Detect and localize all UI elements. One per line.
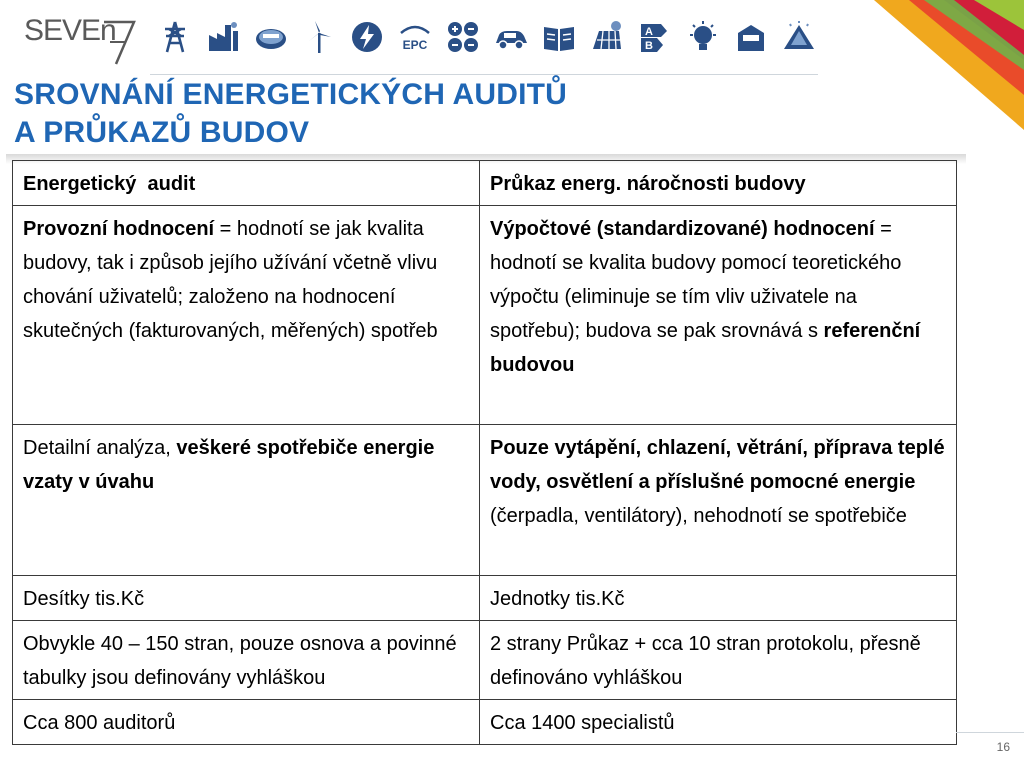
book-icon: [536, 14, 582, 60]
meter-icon: [248, 14, 294, 60]
header-energy-audit: Energetický audit: [13, 161, 480, 206]
table-cell: [13, 425, 480, 576]
comparison-table: [12, 160, 957, 745]
cell-bold: Provozní hodnocení: [23, 218, 215, 240]
table-cell: Obvykle 40 – 150 stran, pouze osnova a povinné tabulky jsou definovány vyhláškou: [13, 621, 480, 700]
table-cell: 2 strany Průkaz + cca 10 stran protokolu, přesně definováno vyhláškou: [480, 621, 957, 700]
cell-text: Detailní analýza,: [23, 437, 177, 459]
car-icon: [488, 14, 534, 60]
energy-label-icon: [632, 14, 678, 60]
epc-label: EPC: [402, 38, 428, 52]
table-header-row: [13, 161, 957, 206]
table-cell: Jednotky tis.Kč: [480, 576, 957, 621]
seven-logo: [24, 8, 144, 66]
cell-bold-end: referenční budovou: [490, 320, 921, 376]
table-cell: Desítky tis.Kč: [13, 576, 480, 621]
energy-label-b: B: [645, 40, 653, 52]
table-cell: Cca 1400 specialistů: [480, 700, 957, 745]
table-cell: [480, 206, 957, 425]
table-cell: Cca 800 auditorů: [13, 700, 480, 745]
logo-seven-mark: [24, 8, 144, 66]
table-row: [13, 425, 957, 576]
building-icon: [728, 14, 774, 60]
solar-panel-icon: [584, 14, 630, 60]
cell-bold: Výpočtové (standardizované) hodnocení: [490, 218, 875, 240]
table-cell: [480, 425, 957, 576]
footer-divider: [956, 732, 1024, 733]
cell-bold: Pouze vytápění, chlazení, větrání, příprava teplé vody, osvětlení a příslušné pomocné energie: [490, 437, 945, 493]
page-number: 16: [996, 740, 1010, 754]
lightning-icon: [344, 14, 390, 60]
header-divider: [150, 74, 818, 75]
page-title: [14, 76, 567, 152]
cell-text: (čerpadla, ventilátory), nehodnotí se spotřebiče: [490, 505, 907, 527]
table-cell: [13, 206, 480, 425]
cell-text: = hodnotí se kvalita budovy pomocí teoretického výpočtu (eliminuje se tím vliv uživatele na spotřebu); budova se pak srovnává s: [490, 218, 902, 342]
factory-icon: [200, 14, 246, 60]
table-row: [13, 576, 957, 621]
energy-label-a: A: [645, 26, 653, 38]
title-line-1: SROVNÁNÍ ENERGETICKÝCH AUDITŮ: [14, 78, 568, 111]
light-bulb-icon: [680, 14, 726, 60]
epc-icon: [392, 14, 438, 60]
title-line-2: A PRŮKAZŮ BUDOV: [14, 116, 310, 149]
corner-decoration: [814, 0, 1024, 130]
header-energy-certificate: Průkaz energ. náročnosti budovy: [480, 161, 957, 206]
wind-turbine-icon: [296, 14, 342, 60]
table-row: [13, 206, 957, 425]
cell-bold-end: veškeré spotřebiče energie vzaty v úvahu: [23, 437, 435, 493]
table-row: [13, 700, 957, 745]
logo-text: SEVEn: [24, 14, 116, 47]
cell-text: = hodnotí se jak kvalita budovy, tak i způsob jejího užívání včetně vlivu chování uživatelů; založeno na hodnocení skutečných (fakturovaných, měřených) spotřeb: [23, 218, 438, 342]
table-row: [13, 621, 957, 700]
energy-icon-bar: [152, 14, 822, 60]
grid-icon: [440, 14, 486, 60]
power-pylon-icon: [152, 14, 198, 60]
